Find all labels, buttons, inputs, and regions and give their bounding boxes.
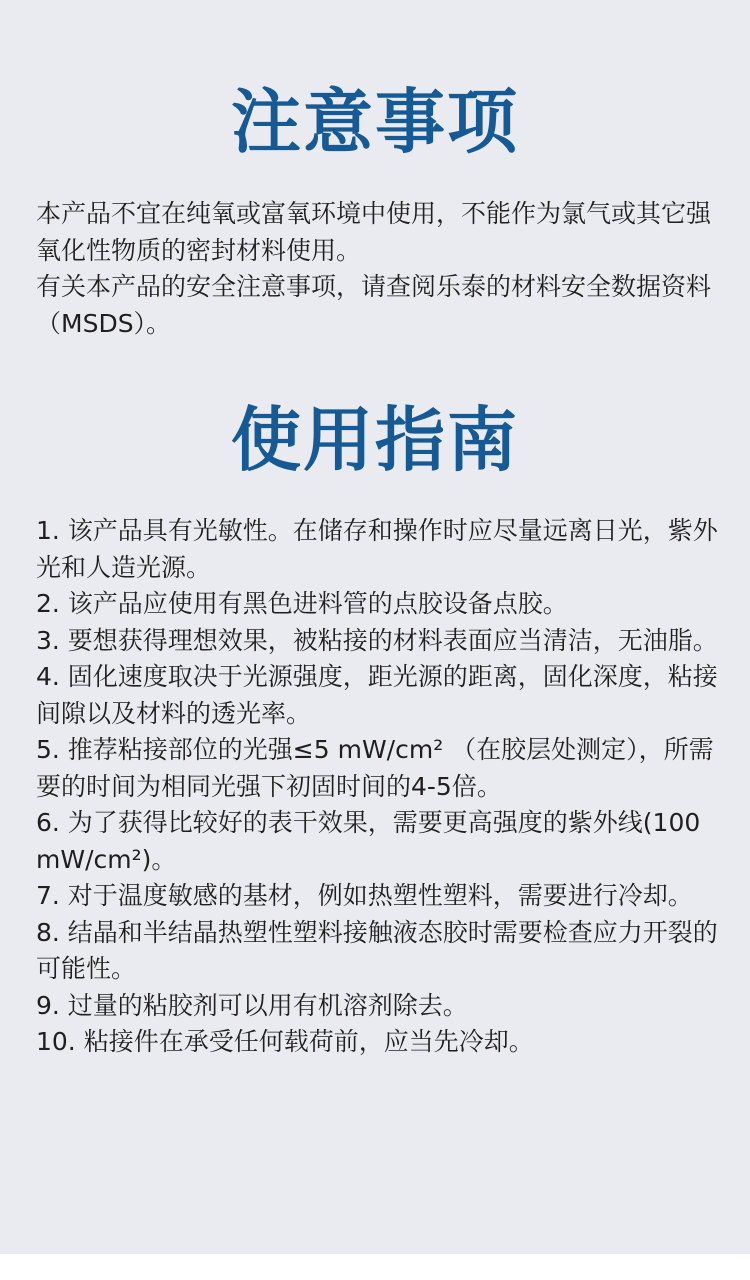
guide-item-2: 2. 该产品应使用有黑色进料管的点胶设备点胶。 bbox=[36, 589, 568, 618]
guide-heading: 使用指南 bbox=[231, 399, 519, 481]
notice-paragraph: 有关本产品的安全注意事项，请查阅乐泰的材料安全数据资料（MSDS）。 bbox=[36, 272, 712, 338]
guide-item-8: 8. 结晶和半结晶热塑性塑料接触液态胶时需要检查应力开裂的可能性。 bbox=[36, 917, 718, 983]
guide-item-6: 6. 为了获得比较好的表干效果，需要更高强度的紫外线(100 mW/cm²)。 bbox=[36, 808, 701, 874]
guide-item-4: 4. 固化速度取决于光源强度，距光源的距离，固化深度，粘接间隙以及材料的透光率。 bbox=[36, 662, 718, 728]
guide-item-5: 5. 推荐粘接部位的光强≤5 mW/cm² （在胶层处测定），所需要的时间为相同光强下初固时间的4-5倍。 bbox=[36, 735, 714, 801]
guide-item-1: 1. 该产品具有光敏性。在储存和操作时应尽量远离日光，紫外光和人造光源。 bbox=[36, 516, 718, 582]
guide-item-10: 10. 粘接件在承受任何载荷前，应当先冷却。 bbox=[36, 1027, 534, 1056]
guide-list bbox=[36, 513, 726, 1061]
guide-body bbox=[36, 513, 726, 1061]
notice-heading: 注意事项 bbox=[231, 81, 519, 163]
guide-item-3: 3. 要想获得理想效果，被粘接的材料表面应当清洁，无油脂。 bbox=[36, 625, 718, 655]
notice-body bbox=[36, 196, 726, 342]
notice-paragraph: 本产品不宜在纯氧或富氧环境中使用，不能作为氯气或其它强氧化性物质的密封材料使用。 bbox=[36, 199, 712, 265]
guide-item-7: 7. 对于温度敏感的基材，例如热塑性塑料，需要进行冷却。 bbox=[36, 881, 693, 910]
guide-item-9: 9. 过量的粘胶剂可以用有机溶剂除去。 bbox=[36, 990, 468, 1020]
